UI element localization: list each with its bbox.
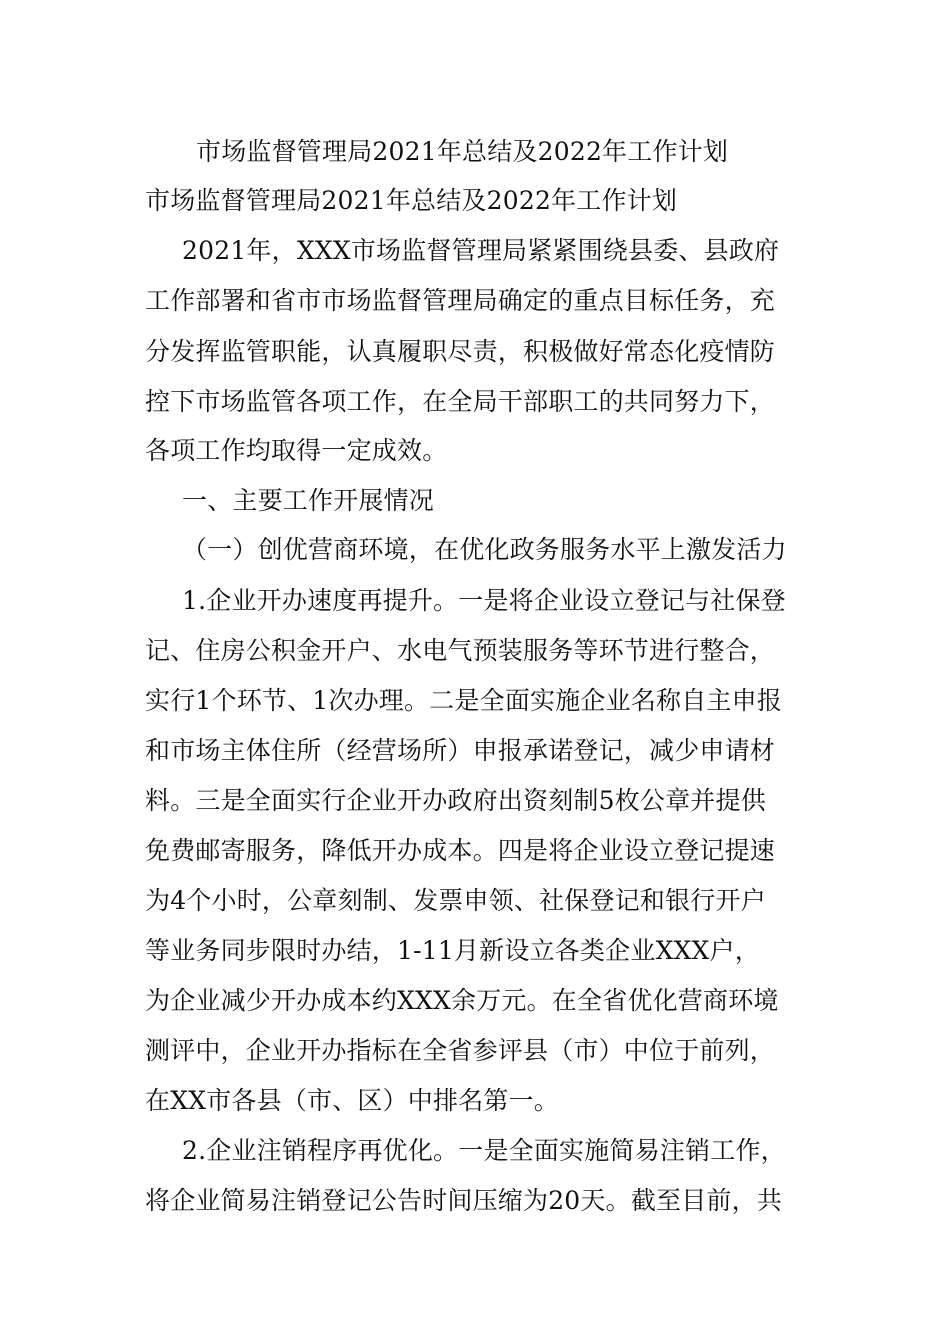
paragraph-line: 将企业简易注销登记公告时间压缩为20天。截至目前，共 — [145, 1186, 783, 1215]
paragraph-line: 测评中，企业开办指标在全省参评县（市）中位于前列， — [145, 1036, 776, 1065]
paragraph-line: 1.企业开办速度再提升。一是将企业设立登记与社保登 — [182, 586, 786, 615]
paragraph-line: 为企业减少开办成本约XXX余万元。在全省优化营商环境 — [145, 986, 779, 1015]
paragraph-line: 2.企业注销程序再优化。一是全面实施简易注销工作， — [182, 1136, 786, 1165]
paragraph-line: 2021年，XXX市场监督管理局紧紧围绕县委、县政府 — [182, 236, 780, 265]
paragraph-line: 料。三是全面实行企业开办政府出资刻制5枚公章并提供 — [145, 786, 766, 815]
paragraph-line: 和市场主体住所（经营场所）申报承诺登记，减少申请材 — [145, 736, 776, 765]
subsection-heading: （一）创优营商环境，在优化政务服务水平上激发活力 — [182, 535, 787, 564]
paragraph-line: 各项工作均取得一定成效。 — [145, 436, 448, 465]
paragraph-line: 工作部署和省市市场监督管理局确定的重点目标任务，充 — [145, 286, 776, 315]
document-subtitle: 市场监督管理局2021年总结及2022年工作计划 — [145, 186, 678, 215]
paragraph-line: 实行1个环节、1次办理。二是全面实施企业名称自主申报 — [145, 686, 783, 715]
paragraph-line: 为4个小时，公章刻制、发票申领、社保登记和银行开户 — [145, 886, 766, 915]
section-heading: 一、主要工作开展情况 — [182, 486, 435, 515]
paragraph-line: 等业务同步限时办结，1-11月新设立各类企业XXX户， — [145, 936, 760, 965]
paragraph-line: 免费邮寄服务，降低开办成本。四是将企业设立登记提速 — [145, 836, 776, 865]
paragraph-line: 在XX市各县（市、区）中排名第一。 — [145, 1086, 559, 1115]
paragraph-line: 记、住房公积金开户、水电气预装服务等环节进行整合， — [145, 636, 776, 665]
document-title: 市场监督管理局2021年总结及2022年工作计划 — [196, 137, 729, 166]
paragraph-line: 控下市场监管各项工作，在全局干部职工的共同努力下， — [145, 387, 776, 416]
paragraph-line: 分发挥监管职能，认真履职尽责，积极做好常态化疫情防 — [145, 337, 776, 366]
